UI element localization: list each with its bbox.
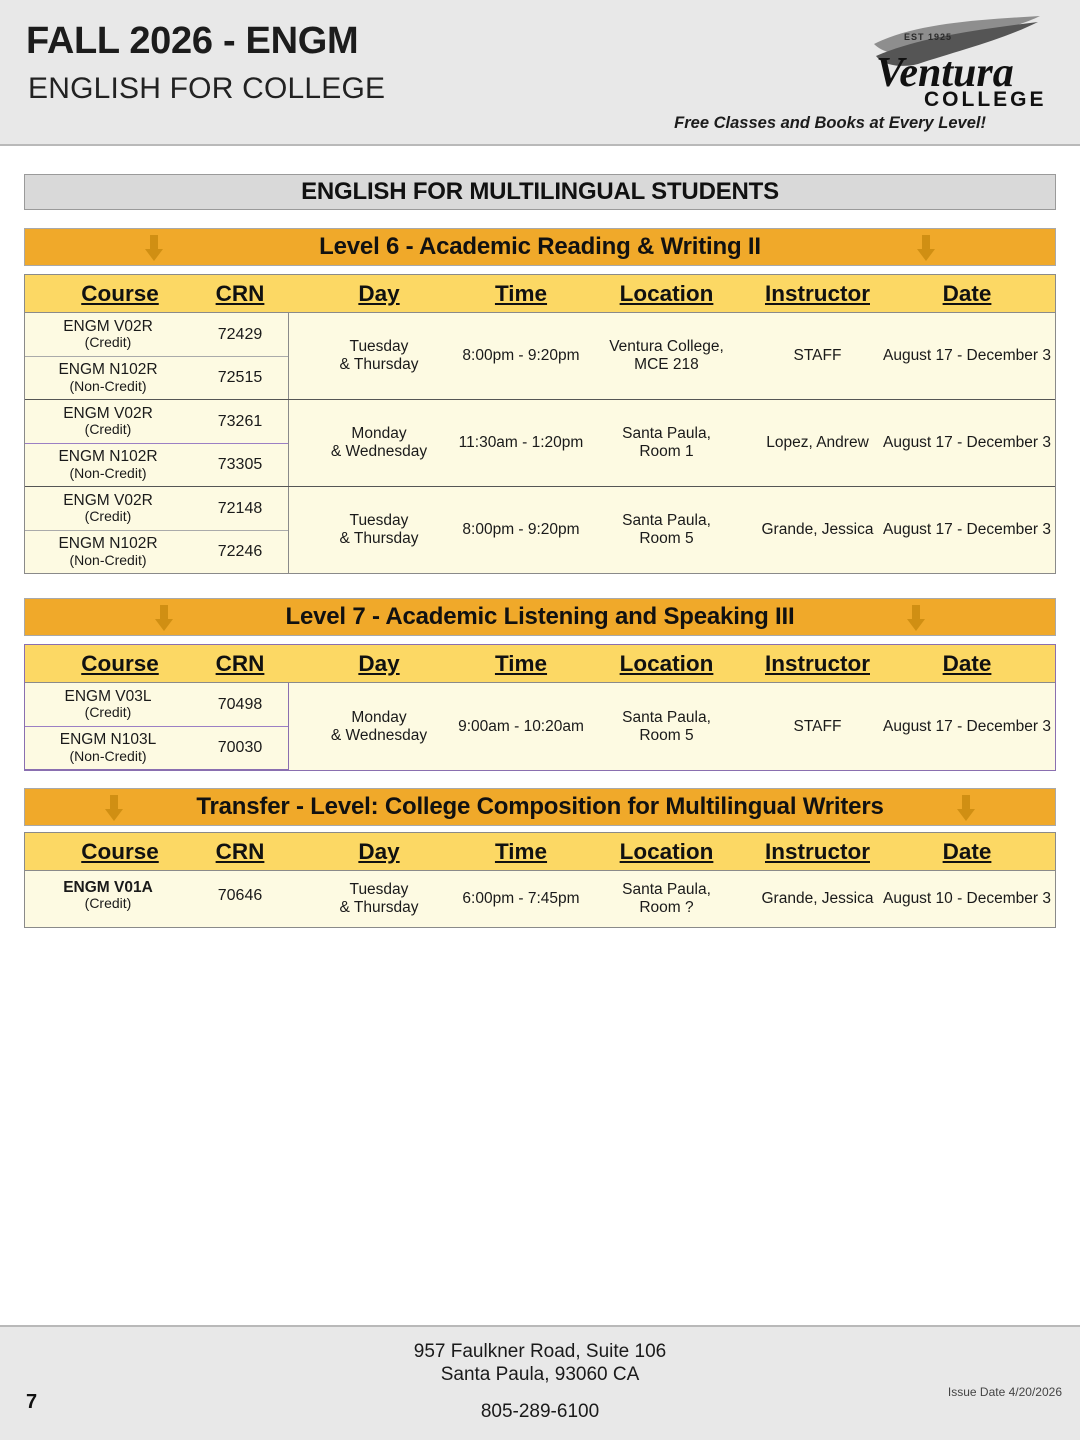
course-credit-type: (Non-Credit)	[69, 551, 147, 568]
course-code: ENGM N102R	[58, 448, 158, 466]
course-cell	[25, 361, 191, 394]
location-cell: Santa Paula, Room 5	[622, 708, 711, 744]
crn-cell: 70030	[217, 739, 263, 756]
crn-cell: 72148	[217, 499, 263, 517]
table-body	[25, 683, 1055, 770]
address-line-1: 957 Faulkner Road, Suite 106	[413, 1341, 667, 1362]
down-arrow-icon	[905, 605, 927, 631]
address-line-2: Santa Paula, 93060 CA	[440, 1363, 640, 1385]
location-cell: Santa Paula, Room ?	[622, 881, 711, 916]
crn-cell: 73305	[217, 456, 263, 473]
course-subrow	[25, 726, 288, 769]
column-header-location: Location	[619, 651, 714, 676]
schedule-table-level-6	[24, 274, 1056, 574]
schedule-details	[289, 683, 1055, 770]
course-cell	[25, 448, 191, 481]
course-subrow	[25, 400, 288, 443]
day-cell: Monday & Wednesday	[330, 425, 428, 460]
course-code: ENGM N102R	[58, 361, 158, 379]
table-body	[25, 871, 1055, 927]
course-cell	[25, 492, 191, 525]
day-cell: Tuesday & Thursday	[339, 881, 419, 916]
course-cell	[25, 405, 191, 438]
table-row	[25, 486, 1055, 573]
course-subrow	[25, 313, 288, 356]
course-credit-type: (Credit)	[84, 421, 132, 438]
location-cell: Ventura College, MCE 218	[609, 338, 724, 373]
table-header-row	[25, 275, 1055, 313]
column-header-instructor: Instructor	[764, 651, 870, 676]
down-arrow-icon	[955, 795, 977, 821]
course-cell	[25, 318, 191, 351]
course-crn-block	[25, 683, 289, 770]
page-number: 7	[26, 1391, 38, 1413]
section-title: ENGLISH FOR MULTILINGUAL STUDENTS	[301, 178, 779, 205]
down-arrow-icon	[153, 605, 175, 631]
course-crn-block	[25, 871, 289, 927]
column-header-location: Location	[619, 839, 714, 864]
schedule-details	[289, 313, 1055, 399]
course-code: ENGM V03L	[64, 687, 152, 705]
level-bar-7	[24, 598, 1056, 636]
column-header-crn: CRN	[215, 281, 265, 306]
time-cell: 8:00pm - 9:20pm	[462, 347, 580, 365]
schedule-table-transfer	[24, 832, 1056, 928]
course-code: ENGM V02R	[63, 491, 153, 509]
page-footer	[0, 1325, 1080, 1440]
instructor-cell: STAFF	[793, 717, 842, 735]
column-header-instructor: Instructor	[764, 281, 870, 306]
course-credit-type: (Non-Credit)	[69, 377, 147, 394]
column-header-course: Course	[81, 651, 159, 676]
course-credit-type: (Non-Credit)	[69, 464, 147, 481]
page-header	[0, 0, 1080, 146]
phone-number: 805-289-6100	[480, 1401, 600, 1422]
table-header-row	[25, 645, 1055, 683]
instructor-cell: Grande, Jessica	[761, 890, 874, 908]
course-credit-type: (Credit)	[84, 508, 132, 525]
level-title-6: Level 6 - Academic Reading & Writing II	[319, 233, 761, 260]
svg-text:COLLEGE: COLLEGE	[924, 88, 1047, 110]
course-crn-block	[25, 487, 289, 573]
column-header-day: Day	[358, 651, 400, 676]
level-title-7: Level 7 - Academic Listening and Speaking III	[285, 603, 795, 630]
crn-cell: 70646	[217, 887, 263, 904]
day-cell: Monday & Wednesday	[330, 708, 428, 744]
column-header-time: Time	[494, 281, 548, 306]
course-credit-type: (Credit)	[84, 895, 132, 912]
page-title: FALL 2026 - ENGM	[26, 20, 359, 62]
course-subrow	[25, 683, 288, 726]
schedule-details	[289, 871, 1055, 927]
time-cell: 11:30am - 1:20pm	[458, 434, 584, 452]
course-subrow	[25, 487, 288, 530]
time-cell: 8:00pm - 9:20pm	[462, 521, 580, 539]
time-cell: 9:00am - 10:20am	[458, 717, 584, 735]
page-subtitle: ENGLISH FOR COLLEGE	[28, 72, 386, 105]
address-block	[0, 1341, 1080, 1387]
schedule-details	[289, 400, 1055, 486]
course-code: ENGM V01A	[63, 879, 153, 896]
column-header-day: Day	[358, 281, 400, 306]
column-header-course: Course	[81, 281, 159, 306]
date-cell: August 17 - December 3	[882, 434, 1051, 452]
column-header-time: Time	[494, 651, 548, 676]
column-header-date: Date	[942, 651, 992, 676]
course-cell	[25, 688, 191, 721]
course-subrow	[25, 443, 288, 486]
date-cell: August 17 - December 3	[882, 347, 1051, 365]
column-header-date: Date	[942, 839, 992, 864]
level-title-transfer: Transfer - Level: College Composition for Multilingual Writers	[196, 793, 884, 820]
date-cell: August 17 - December 3	[882, 521, 1051, 539]
course-cell	[25, 879, 191, 912]
course-code: ENGM N102R	[58, 535, 158, 553]
course-subrow	[25, 871, 289, 927]
location-cell: Santa Paula, Room 5	[622, 512, 711, 547]
instructor-cell: STAFF	[793, 347, 842, 365]
date-cell: August 10 - December 3	[882, 890, 1051, 908]
crn-cell: 72515	[217, 369, 263, 386]
column-header-location: Location	[619, 281, 714, 306]
crn-cell: 70498	[217, 695, 263, 713]
column-header-crn: CRN	[215, 651, 265, 676]
course-cell	[25, 535, 191, 568]
column-header-date: Date	[942, 281, 992, 306]
down-arrow-icon	[143, 235, 165, 261]
date-cell: August 17 - December 3	[882, 717, 1051, 735]
ventura-college-logo	[862, 14, 1062, 110]
column-header-instructor: Instructor	[764, 839, 870, 864]
course-subrow	[25, 530, 288, 573]
down-arrow-icon	[103, 795, 125, 821]
course-code: ENGM V02R	[63, 404, 153, 422]
instructor-cell: Grande, Jessica	[761, 521, 874, 539]
course-crn-block	[25, 313, 289, 399]
day-cell: Tuesday & Thursday	[339, 512, 419, 547]
column-header-time: Time	[494, 839, 548, 864]
schedule-details	[289, 487, 1055, 573]
svg-text:Ventura: Ventura	[876, 50, 1014, 96]
table-row	[25, 683, 1055, 770]
column-header-crn: CRN	[215, 839, 265, 864]
time-cell: 6:00pm - 7:45pm	[462, 890, 580, 908]
course-code: ENGM V02R	[63, 317, 153, 335]
issue-date: Issue Date 4/20/2026	[947, 1385, 1062, 1399]
course-code: ENGM N103L	[59, 731, 157, 749]
tagline: Free Classes and Books at Every Level!	[674, 114, 986, 132]
course-crn-block	[25, 400, 289, 486]
course-credit-type: (Credit)	[84, 704, 132, 721]
level-bar-6	[24, 228, 1056, 266]
table-header-row	[25, 833, 1055, 871]
location-cell: Santa Paula, Room 1	[622, 425, 711, 460]
column-header-course: Course	[81, 839, 159, 864]
course-credit-type: (Non-Credit)	[69, 747, 147, 764]
column-header-day: Day	[358, 839, 400, 864]
instructor-cell: Lopez, Andrew	[766, 434, 869, 452]
table-row	[25, 399, 1055, 486]
crn-cell: 72429	[217, 325, 263, 343]
course-credit-type: (Credit)	[84, 334, 132, 351]
day-cell: Tuesday & Thursday	[339, 338, 419, 373]
course-cell	[25, 731, 191, 764]
crn-cell: 72246	[217, 543, 263, 560]
course-subrow	[25, 356, 288, 399]
table-row	[25, 313, 1055, 399]
schedule-table-level-7	[24, 644, 1056, 771]
level-bar-transfer	[24, 788, 1056, 826]
svg-text:EST 1925: EST 1925	[904, 32, 953, 42]
table-row	[25, 871, 1055, 927]
section-title-bar	[24, 174, 1056, 210]
crn-cell: 73261	[217, 412, 263, 430]
down-arrow-icon	[915, 235, 937, 261]
table-body	[25, 313, 1055, 573]
